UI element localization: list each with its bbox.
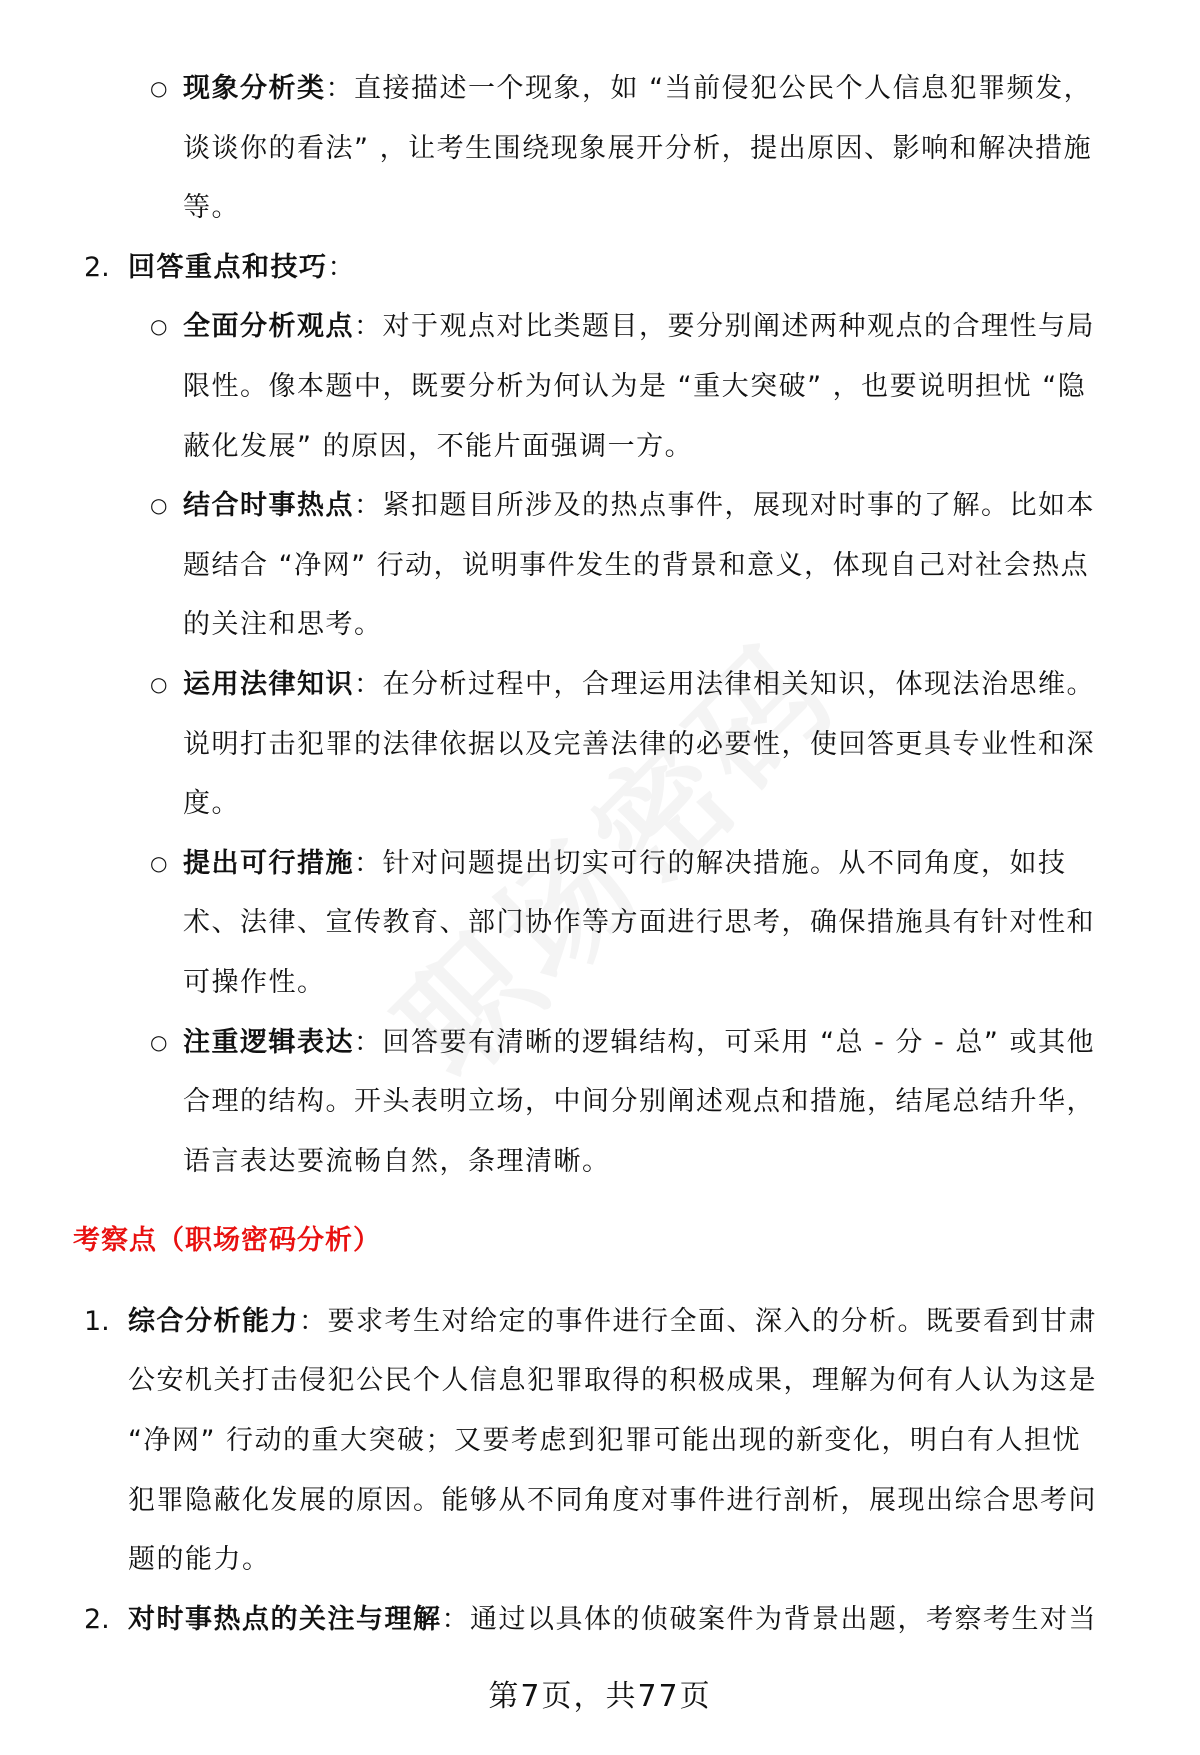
line-text [183,774,240,834]
item-text: ：紧扣题目所涉及的热点事件，展现对时事的了解。比如本 [354,490,1095,522]
item-label: 综合分析能力 [128,1305,299,1337]
item-label: 对时事热点的关注与理解 [128,1603,442,1635]
bullet-item-line [0,953,1200,1013]
bullet-circle-icon: ○ [150,314,168,339]
number-item-line [0,1351,1200,1411]
item-text: 犯罪隐蔽化发展的原因。能够从不同角度对事件进行剖析，展现出综合思考问 [128,1484,1097,1516]
item-text: 可操作性。 [183,966,326,998]
line-text [183,297,1095,357]
item-text: 术、法律、宣传教育、部门协作等方面进行思考，确保措施具有针对性和 [183,907,1095,939]
item-label: 运用法律知识 [183,668,354,700]
line-text [128,1590,1097,1650]
bullet-item-line [0,357,1200,417]
line-text [183,715,1095,775]
item-text: ： [327,251,356,283]
line-text [183,476,1095,536]
item-text: ：回答要有清晰的逻辑结构，可采用 “总 - 分 - 总” 或其他 [354,1026,1095,1058]
item-text: “净网” 行动的重大突破；又要考虑到犯罪可能出现的新变化，明白有人担忧 [128,1425,1082,1457]
line-text [183,655,1095,715]
item-text: 考察点（职场密码分析） [73,1225,381,1257]
item-text: 蔽化发展” 的原因，不能片面强调一方。 [183,430,694,462]
line-text [183,1132,611,1192]
bullet-item-line [0,178,1200,238]
item-text: 限性。像本题中，既要分析为何认为是 “重大突破” ，也要说明担忧 “隐 [183,370,1087,402]
item-label: 现象分析类 [183,73,326,104]
section-heading [0,1211,1200,1271]
bullet-item-line [0,774,1200,834]
number-item-line [0,238,1200,298]
bullet-item-line [0,1013,1200,1073]
bullet-circle-icon: ○ [150,850,168,875]
line-text [183,417,693,477]
line-text [183,178,240,238]
bullet-circle-icon: ○ [150,76,168,100]
bullet-item-line [0,655,1200,715]
line-text [183,357,1086,417]
item-text: ：通过以具体的侦破案件为背景出题，考察考生对当 [441,1603,1097,1635]
item-label: 回答重点和技巧 [128,251,328,283]
line-text [183,893,1095,953]
bullet-item-line [0,595,1200,655]
item-text: 度。 [183,788,240,820]
line-text [183,536,1089,596]
line-text [128,1351,1097,1411]
line-text [128,1530,271,1590]
list-number: 1. [84,1305,110,1337]
line-text [183,1013,1095,1073]
line-text [128,238,356,298]
item-text: ：在分析过程中，合理运用法律相关知识，体现法治思维。 [354,668,1095,700]
number-item-line [0,1411,1200,1471]
document-body [0,59,1200,1649]
item-text: ：直接描述一个现象，如 “当前侵犯公民个人信息犯罪频发， [325,73,1093,104]
list-number: 2. [84,1603,110,1635]
bullet-item-line [0,297,1200,357]
item-text: 题结合 “净网” 行动，说明事件发生的背景和意义，体现自己对社会热点 [183,549,1090,581]
number-item-line [0,1292,1200,1352]
item-text: ：针对问题提出切实可行的解决措施。从不同角度，如技 [354,847,1067,879]
line-text [128,1292,1097,1352]
line-text [73,1211,381,1271]
line-text [128,1411,1081,1471]
number-item-line [0,1471,1200,1531]
page-number: 第7页，共77页 [488,1679,712,1714]
item-label: 提出可行措施 [183,847,354,879]
bullet-item-line [0,417,1200,477]
item-label: 全面分析观点 [183,311,354,343]
number-item-line [0,1530,1200,1590]
bullet-item-line [0,834,1200,894]
item-text: 谈谈你的看法” ，让考生围绕现象展开分析，提出原因、影响和解决措施 [183,132,1093,164]
number-item-line [0,1590,1200,1650]
bullet-circle-icon: ○ [150,493,168,518]
item-text: ：要求考生对给定的事件进行全面、深入的分析。既要看到甘肃 [299,1305,1097,1337]
item-label: 结合时事热点 [183,490,354,522]
bullet-item-line [0,536,1200,596]
bullet-item-line [0,715,1200,775]
line-text [183,595,383,655]
line-text [183,953,326,1013]
bullet-item-line [0,1072,1200,1132]
bullet-item-line [0,1132,1200,1192]
item-text: 等。 [183,192,240,224]
item-text: 合理的结构。开头表明立场，中间分别阐述观点和措施，结尾总结升华， [183,1086,1095,1118]
item-text: ：对于观点对比类题目，要分别阐述两种观点的合理性与局 [354,311,1095,343]
bullet-item-line [0,476,1200,536]
item-label: 注重逻辑表达 [183,1026,354,1058]
bullet-circle-icon: ○ [150,1029,168,1054]
line-text [183,834,1067,894]
list-number: 2. [84,251,110,283]
line-text [183,1072,1095,1132]
item-text: 语言表达要流畅自然，条理清晰。 [183,1145,611,1177]
item-text: 的关注和思考。 [183,609,383,641]
bullet-item-line [0,59,1200,119]
item-text: 题的能力。 [128,1544,271,1576]
line-text [128,1471,1097,1531]
line-text [183,119,1092,179]
bullet-item-line [0,893,1200,953]
bullet-circle-icon: ○ [150,671,168,696]
item-text: 公安机关打击侵犯公民个人信息犯罪取得的积极成果，理解为何有人认为这是 [128,1365,1097,1397]
line-text [183,59,1092,119]
item-text: 说明打击犯罪的法律依据以及完善法律的必要性，使回答更具专业性和深 [183,728,1095,760]
bullet-item-line [0,119,1200,179]
